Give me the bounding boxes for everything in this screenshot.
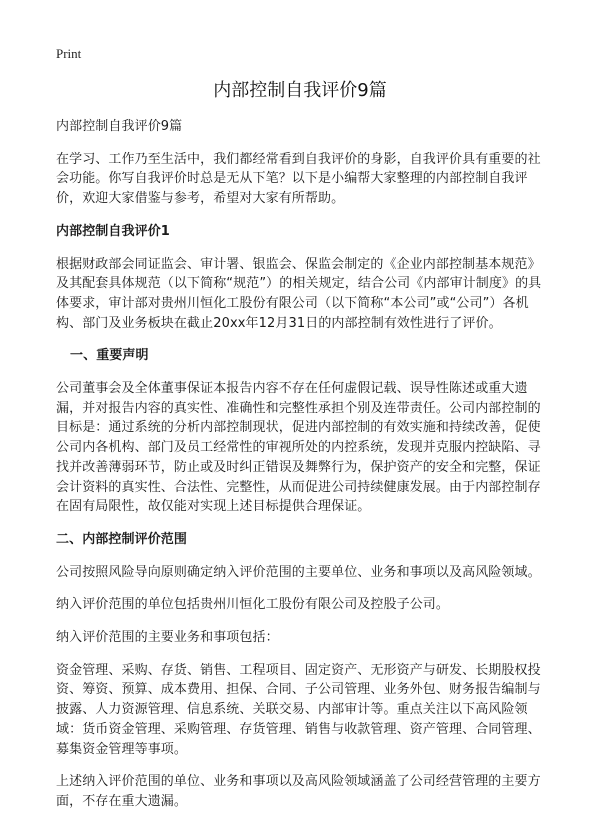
document-subtitle: 内部控制自我评价9篇 (56, 119, 183, 134)
intro-paragraph: 在学习、工作乃至生活中，我们都经常看到自我评价的身影，自我评价具有重要的社会功能。你写自我评价时总是无从下笔？以下是小编帮大家整理的内部控制自我评价，欢迎大家借鉴与参考，希望对大家有所帮助。 (56, 151, 541, 207)
print-link[interactable]: Print (56, 46, 82, 61)
section-heading-statement: 一、重要声明 (70, 348, 149, 364)
scope-paragraph-coverage: 上述纳入评价范围的单位、业务和事项以及高风险领域涵盖了公司经营管理的主要方面，不存在重大遗漏。 (56, 774, 541, 809)
statement-paragraph: 公司董事会及全体董事保证本报告内容不存在任何虚假记载、误导性陈述或重大遗漏，并对报告内容的真实性、准确性和完整性承担个别及连带责任。公司内部控制的目标是：通过系统的分析内部控制现状，促进内部控制的有效实施和持续改善，促使公司内各机构、部门及员工经常性的审视所处的内控系统，发现并克服内控缺陷、寻找并改善薄弱环节，防止或及时纠正错误及舞弊行为，保护资产的安全和完整，保证会计资料的真实性、合法性、完整性，从而促进公司持续健康发展。由于内部控制存在固有局限性，故仅能对实现上述目标提供合理保证。 (56, 381, 541, 515)
section-heading-scope: 二、内部控制评价范围 (56, 531, 188, 547)
scope-paragraph-business-intro: 纳入评价范围的主要业务和事项包括： (56, 630, 279, 646)
scope-paragraph-principle: 公司按照风险导向原则确定纳入评价范围的主要单位、业务和事项以及高风险领域。 (56, 564, 541, 580)
scope-paragraph-units: 纳入评价范围的单位包括贵州川恒化工股份有限公司及控股子公司。 (56, 597, 450, 613)
basis-paragraph: 根据财政部会同证监会、审计署、银监会、保监会制定的《企业内部控制基本规范》及其配套具体规范（以下简称“规范”）的相关规定，结合公司《内部审计制度》的具体要求，审计部对贵州川恒化工股份有限公司（以下简称“本公司”或“公司”）各机构、部门及业务板块在截止20xx年12月31日的内部控制有效性进行了评价。 (56, 256, 542, 331)
scope-paragraph-business-list: 资金管理、采购、存货、销售、工程项目、固定资产、无形资产与研发、长期股权投资、筹资、预算、成本费用、担保、合同、子公司管理、业务外包、财务报告编制与披露、人力资源管理、信息系统、关联交易、内部审计等。重点关注以下高风险领域：货币资金管理、采购管理、存货管理、销售与收款管理、资产管理、合同管理、募集资金管理等事项。 (56, 662, 541, 757)
document-title: 内部控制自我评价9篇 (213, 80, 387, 101)
document-body (56, 117, 548, 825)
article-heading: 内部控制自我评价1 (56, 223, 170, 239)
